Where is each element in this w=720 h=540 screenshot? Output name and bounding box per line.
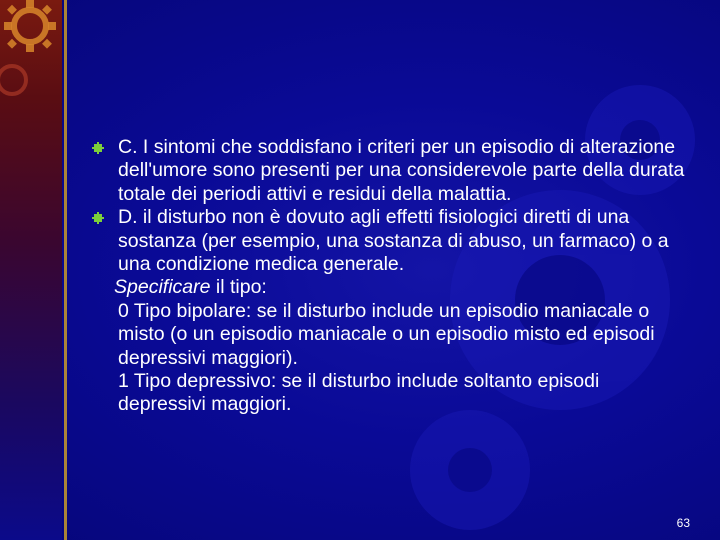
bullet-text: D. il disturbo non è dovuto agli effetti fisiologici diretti di una sostanza (per esempio, una sostanza di abuso, un farmaco) o a una condizione medica generale.	[118, 206, 669, 276]
specify-emphasis: Specificare	[114, 276, 211, 299]
bullet-item-d	[92, 206, 692, 276]
specify-line	[92, 276, 692, 299]
square-gear-bullet-icon	[92, 142, 104, 154]
type-bipolar: 0 Tipo bipolare: se il disturbo include un episodio maniacale o misto (o un episodio maniacale o un episodio misto ed episodi depressivi maggiori).	[118, 299, 655, 369]
slide-body	[92, 136, 692, 417]
type-depressive: 1 Tipo depressivo: se il disturbo include soltanto episodi depressivi maggiori.	[118, 370, 600, 416]
specify-rest: il tipo:	[210, 276, 267, 299]
page-number: 63	[676, 516, 690, 530]
square-gear-bullet-icon	[92, 212, 104, 224]
bullet-text: C. I sintomi che soddisfano i criteri per un episodio di alterazione dell'umore sono presenti per una considerevole parte della durata totale dei periodi attivi e residui della malattia.	[118, 136, 685, 205]
bullet-item-c	[92, 136, 692, 206]
